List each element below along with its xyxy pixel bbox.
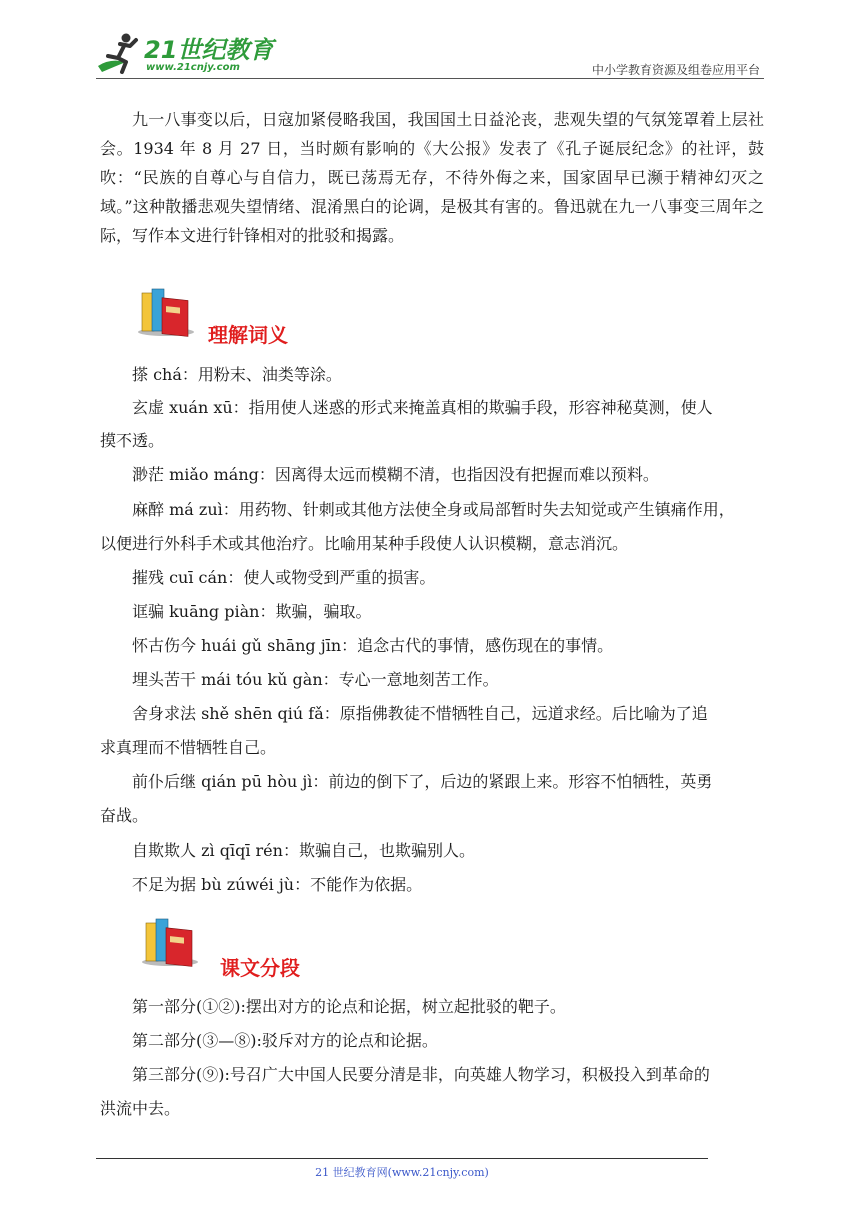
list-item: 奋战。 bbox=[100, 806, 149, 825]
runner-logo-icon bbox=[96, 32, 142, 76]
list-item: 麻醉 má zuì：用药物、针刺或其他方法使全身或局部暂时失去知觉或产生镇痛作用， bbox=[132, 500, 735, 519]
list-item: 舍身求法 shě shēn qiú fǎ：原指佛教徒不惜牺牲自己，远道求经。后比喻为了追 bbox=[132, 704, 708, 723]
list-item: 以便进行外科手术或其他治疗。比喻用某种手段使人认识模糊，意志消沉。 bbox=[100, 534, 629, 553]
page-header bbox=[96, 30, 764, 80]
footer-text: 21 世纪教育网(www.21cnjy.com) bbox=[315, 1166, 489, 1179]
intro-paragraph: 九一八事变以后，日寇加紧侵略我国，我国国土日益沦丧，悲观失望的气氛笼罩着上层社会。1934 年 8 月 27 日，当时颇有影响的《大公报》发表了《孔子诞辰纪念》的社评，鼓吹：“民族的自尊心与自信力，既已荡焉无存，不待外侮之来，国家固早已濒于精神幻灭之域。”这种散播悲观失望情绪、混淆黑白的论调，是极其有害的。鲁迅就在九一八事变三周年之际，写作本文进行针锋相对的批驳和揭露。 bbox=[100, 110, 764, 245]
books-icon bbox=[140, 915, 202, 967]
section-title-vocabulary: 理解词义 bbox=[208, 323, 288, 347]
list-item: 怀古伤今 huái gǔ shāng jīn：追念古代的事情，感伤现在的事情。 bbox=[132, 636, 614, 655]
books-icon bbox=[136, 285, 198, 337]
list-item: 不足为据 bù zúwéi jù：不能作为依据。 bbox=[132, 875, 423, 894]
list-item: 诓骗 kuāng piàn：欺骗，骗取。 bbox=[132, 602, 372, 621]
list-item: 前仆后继 qián pū hòu jì：前边的倒下了，后边的紧跟上来。形容不怕牺牲，英勇 bbox=[132, 772, 713, 791]
list-item: 洪流中去。 bbox=[100, 1099, 181, 1118]
list-item: 求真理而不惜牺牲自己。 bbox=[100, 738, 277, 757]
list-item: 第三部分(⑨):号召广大中国人民要分清是非，向英雄人物学习，积极投入到革命的 bbox=[132, 1065, 710, 1084]
list-item: 第二部分(③—⑧):驳斥对方的论点和论据。 bbox=[132, 1031, 438, 1050]
list-item: 自欺欺人 zì qīqī rén：欺骗自己，也欺骗别人。 bbox=[132, 841, 475, 860]
logo-url: www.21cnjy.com bbox=[146, 62, 240, 73]
list-item: 渺茫 miǎo máng：因离得太远而模糊不清，也指因没有把握而难以预料。 bbox=[132, 465, 659, 484]
section-title-outline: 课文分段 bbox=[220, 956, 300, 980]
logo-text: 21世纪教育 bbox=[144, 36, 274, 64]
header-divider bbox=[96, 78, 764, 79]
logo bbox=[96, 30, 274, 78]
platform-slogan: 中小学教育资源及组卷应用平台 bbox=[591, 63, 760, 77]
list-item: 摧残 cuī cán：使人或物受到严重的损害。 bbox=[132, 568, 436, 587]
list-item: 玄虚 xuán xū：指用使人迷惑的形式来掩盖真相的欺骗手段，形容神秘莫测，使人 bbox=[132, 398, 713, 417]
list-item: 第一部分(①②):摆出对方的论点和论据，树立起批驳的靶子。 bbox=[132, 997, 566, 1016]
footer-divider bbox=[96, 1158, 708, 1159]
list-item: 摸不透。 bbox=[100, 431, 165, 450]
list-item: 埋头苦干 mái tóu kǔ gàn：专心一意地刻苦工作。 bbox=[132, 670, 499, 689]
list-item: 搽 chá：用粉末、油类等涂。 bbox=[132, 365, 342, 384]
